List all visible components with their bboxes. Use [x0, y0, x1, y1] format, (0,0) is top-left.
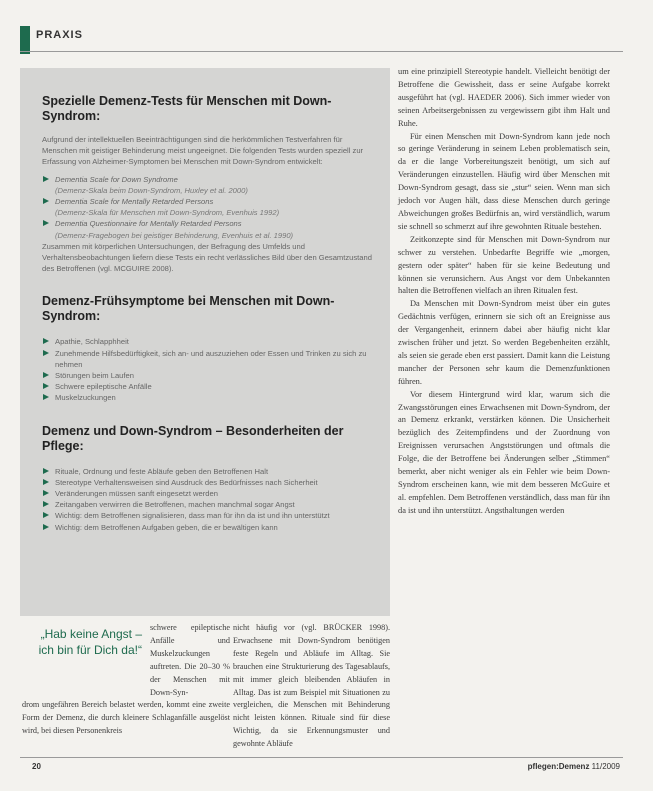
- list-item: Dementia Questionnaire for Mentally Retarded Persons (Demenz-Fragebogen bei geistiger Behinderung, Evenhuis et al. 1990): [42, 218, 376, 240]
- right-text-column: [398, 66, 610, 518]
- info-box: [20, 68, 390, 616]
- body-paragraph: Für einen Menschen mit Down-Syndrom kann jede noch so geringe Veränderung in seinem Leben problematisch sein, da er die lange Vorbereitungszeit benötigt, um sich auf Veränderungen einzustellen. Häufig wird über Menschen mit Down-Syndrom gesagt, dass sie „stur“ seien. Wenn man sich jedoch vor Augen hält, dass diese Menschen durch geringe Abweichungen großes Bedürfnis an, wird verständlich, warum sie schnell so schmerzt auf ihre gewohnten Rituale bestehen.: [398, 131, 610, 231]
- list-item: Wichtig: dem Betroffenen signalisieren, dass man für ihn da ist und ihn unterstützt: [42, 510, 376, 521]
- test-list: [42, 174, 376, 241]
- list-item: Apathie, Schlapphheit: [42, 336, 376, 347]
- body-paragraph: drom ungefähren Bereich belastet werden, kommt eine zweite Form der Demenz, die durch kleinere Schlaganfälle ausgelöst wird, bei diesen Personenkreis: [22, 700, 230, 736]
- list-item: Dementia Scale for Down Syndrome (Demenz-Skala beim Down-Syndrom, Huxley et al. 2000): [42, 174, 376, 196]
- footer-rule: [20, 757, 623, 758]
- list-item: Veränderungen müssen sanft eingesetzt werden: [42, 488, 376, 499]
- journal-name: pflegen:Demenz 11/2009: [527, 762, 620, 771]
- body-paragraph: um eine prinzipiell Stereotypie handelt. Vielleicht benötigt der Betroffene die Gewissheit, dass er seine Aufgabe korrekt ausgeführt hat (vgl. HAEDER 2006). Sich immer wieder von seinen Arbeitsergebnissen zu vergewissern gibt ihm Halt und Ruhe.: [398, 67, 610, 128]
- box-outro-text: Zusammen mit körperlichen Untersuchungen, der Befragung des Umfelds und Verhaltensbeobachtungen liefern diese Tests ein recht verlässliches Bild über den Gesamtzustand des Betroffenen (vgl. MCGUIRE 2008).: [42, 241, 372, 274]
- body-paragraph: Vor diesem Hintergrund wird klar, warum sich die Zwangsstörungen eines Erwachsenen mit Down-Syndrom, der an Demenz erkrankt, verstärken können. Die Unsicherheit bezüglich des Zeitempfindens und der Zuordnung von Ereignissen verursachen Angststörungen und oftmals die Folge, die der Betroffene bei Änderungen selber „Stimmen“ bemerkt, aber nicht weniger als ein Fehler wie beim Down-Syndrom erscheinen kann, wie mit dem besseren McGuire et al. empfehlen. Dem Betroffenen verständlich, dass man für ihn da ist und ihn unterstützt. Angsthaltungen werden: [398, 389, 610, 515]
- page-number: 20: [32, 762, 41, 771]
- box-heading-care: Demenz und Down-Syndrom – Besonderheiten der Pflege:: [42, 423, 344, 453]
- box-intro-text: Aufgrund der intellektuellen Beeinträchtigungen sind die herkömmlichen Testverfahren für Menschen mit geistiger Behinderung meist ungeeignet. Die folgenden Tests wurden speziell zur Erfassung von Alzheimer-Symptomen bei Menschen mit Down-Syndrom entwickelt:: [42, 135, 364, 167]
- list-item: Rituale, Ordnung und feste Abläufe geben den Betroffenen Halt: [42, 466, 376, 477]
- list-item: Dementia Scale for Mentally Retarded Persons (Demenz-Skala für Menschen mit Down-Syndrom, Evenhuis 1992): [42, 196, 376, 218]
- list-item: Zeitangaben verwirren die Betroffenen, machen manchmal sogar Angst: [42, 499, 376, 510]
- body-paragraph: Da Menschen mit Down-Syndrom meist über ein gutes Gedächtnis verfügen, erinnern sie sich oft an Ereignisse aus der Vergangenheit, erinnern dabei aber häufig nicht klar zwischen früher und jetzt. So werden Begebenheiten erzählt, als seien sie gerade eben erst passiert. Damit kann die Leistung mancher der Personen sehr kaum die Demenzfunktionen führen.: [398, 299, 610, 386]
- header-rule: [20, 51, 623, 52]
- body-paragraph: Zeitkonzepte sind für Menschen mit Down-Syndrom nur schwer zu verstehen. Unbedarfte Begriffe wie „morgen, gestern oder später“ haben für sie keine Bedeutung und können sie verunsichern. Aus Angst vor dem Unbekannten halten die Betroffenen vielfach an ihren Ritualen fest.: [398, 234, 610, 296]
- list-item: Zunehmende Hilfsbedürftigkeit, sich an- und auszuziehen oder Essen und Trinken zu sich zu nehmen: [42, 348, 376, 370]
- body-paragraph: schwere epileptische Anfälle und Muskelzuckungen auftreten. Die 20–30 % der Menschen mit Down-Syn-: [150, 623, 230, 697]
- list-item: Stereotype Verhaltensweisen sind Ausdruck des Bedürfnisses nach Sicherheit: [42, 477, 376, 488]
- list-item: Störungen beim Laufen: [42, 370, 376, 381]
- bottom-text-column-2: nicht häufig vor (vgl. BRÜCKER 1998). Erwachsene mit Down-Syndrom benötigen feste Regeln und Abläufe im Alltag. Sie brauchen eine Strukturierung des Tagesablaufs, mit immer gleich bleibenden Abläufen in Alltag. Das ist zum Beispiel mit Situationen zu vergleichen, die Menschen mit Behinderung nicht leisten können. Rituale sind für diese Wichtig, da sie Erkennungsmuster und gewohnte Abläufe: [233, 623, 390, 749]
- symptom-list: [42, 336, 376, 403]
- section-label: PRAXIS: [36, 29, 83, 41]
- list-item: Wichtig: dem Betroffenen Aufgaben geben, die er bewältigen kann: [42, 522, 376, 533]
- list-item: Schwere epileptische Anfälle: [42, 381, 376, 392]
- care-list: [42, 466, 376, 533]
- section-marker: [20, 26, 30, 54]
- box-heading-tests: Spezielle Demenz-Tests für Menschen mit Down-Syndrom:: [42, 94, 332, 123]
- list-item: Muskelzuckungen: [42, 392, 376, 403]
- pull-quote: „Hab keine Angst – ich bin für Dich da!“: [38, 627, 142, 657]
- box-heading-symptoms: Demenz-Frühsymptome bei Menschen mit Down-Syndrom:: [42, 294, 335, 324]
